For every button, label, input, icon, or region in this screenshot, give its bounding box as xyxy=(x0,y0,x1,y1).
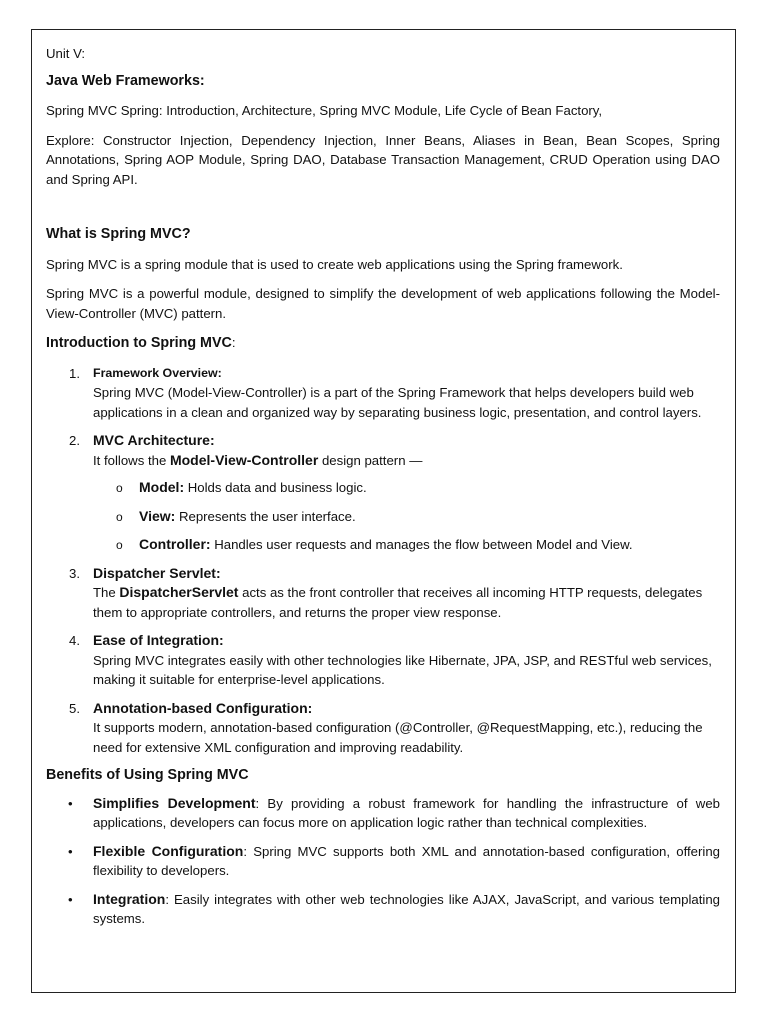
benefit-item xyxy=(46,842,720,881)
sublist-item-view xyxy=(93,507,720,527)
item-title: Ease of Integration: xyxy=(93,632,224,648)
item-title: Dispatcher Servlet: xyxy=(93,564,221,581)
unit-label: Unit V: xyxy=(46,46,86,61)
list-item xyxy=(46,564,720,623)
sub-text: Holds data and business logic. xyxy=(184,480,367,495)
item-title: Annotation-based Configuration: xyxy=(93,699,313,716)
sub-text: Represents the user interface. xyxy=(175,508,356,524)
mvc-sublist xyxy=(93,478,720,555)
item-text xyxy=(93,451,720,471)
what-paragraph-2: Spring MVC is a powerful module, designed to simplify the development of web applications following the Model-View-Controller (MVC) pattern. xyxy=(46,286,720,321)
list-item xyxy=(46,631,720,690)
benefit-label: Simplifies Development xyxy=(93,794,256,811)
item-text-before: The xyxy=(93,585,120,600)
bullet-icon: • xyxy=(68,843,73,859)
item-text: Spring MVC (Model-View-Controller) is a part of the Spring Framework that helps developers build web applications in a clean and organized way by separating business logic, presentation, and control layers. xyxy=(93,385,702,420)
item-text-after: design pattern — xyxy=(318,452,423,468)
intro-heading xyxy=(46,333,720,354)
benefit-label: Flexible Configuration xyxy=(93,842,244,859)
circle-bullet-icon: o xyxy=(116,481,123,495)
sub-text: Handles user requests and manages the flow between Model and View. xyxy=(210,537,633,552)
circle-bullet-icon: o xyxy=(116,538,123,552)
list-number: 2. xyxy=(69,433,80,448)
circle-bullet-icon: o xyxy=(116,509,123,524)
item-text-before: It follows the xyxy=(93,452,170,468)
item-text-bold: DispatcherServlet xyxy=(119,584,239,600)
list-number: 1. xyxy=(69,365,80,381)
intro-heading-text: Introduction to Spring MVC xyxy=(46,335,232,351)
list-item xyxy=(46,699,720,758)
list-number: 4. xyxy=(69,633,80,648)
benefit-item xyxy=(46,794,720,833)
benefit-item xyxy=(46,890,720,929)
intro-list xyxy=(46,364,720,758)
sub-label: Controller: xyxy=(139,536,211,552)
bullet-icon: • xyxy=(68,795,73,811)
syllabus-line-2: Explore: Constructor Injection, Dependency Injection, Inner Beans, Aliases in Bean, Bean Scopes, Spring Annotations, Spring AOP Module, Spring DAO, Database Transaction Management, CRUD Operation using DAO and Spring API. xyxy=(46,132,720,187)
benefit-text: : Easily integrates with other web technologies like AJAX, JavaScript, and various templating systems. xyxy=(93,891,720,926)
syllabus-line-1: Spring MVC Spring: Introduction, Architecture, Spring MVC Module, Life Cycle of Bean Factory, xyxy=(46,103,603,118)
list-item xyxy=(46,431,720,555)
item-title: MVC Architecture: xyxy=(93,432,215,448)
item-title: Framework Overview: xyxy=(93,365,222,380)
item-text-after: acts as the front controller that receives all incoming HTTP requests, delegates them to appropriate controllers, and returns the proper view response. xyxy=(93,585,703,620)
frameworks-heading: Java Web Frameworks: xyxy=(46,72,205,89)
intro-heading-colon: : xyxy=(231,335,236,350)
sublist-item-controller xyxy=(93,535,720,555)
item-text: Spring MVC integrates easily with other technologies like Hibernate, JPA, JSP, and RESTful web services, making it suitable for enterprise-level applications. xyxy=(93,652,712,687)
sublist-item-model xyxy=(93,478,720,498)
benefit-text: : By providing a robust framework for handling the infrastructure of web applications, developers can focus more on application logic rather than technical complexities. xyxy=(93,795,720,830)
what-paragraph-1: Spring MVC is a spring module that is used to create web applications using the Spring framework. xyxy=(46,256,623,272)
list-item xyxy=(46,364,720,423)
benefit-text: : Spring MVC supports both XML and annotation-based configuration, offering flexibility to developers. xyxy=(93,843,720,878)
list-number: 5. xyxy=(69,700,80,716)
document-content xyxy=(46,44,720,938)
what-is-spring-mvc-heading: What is Spring MVC? xyxy=(46,226,191,242)
list-number: 3. xyxy=(69,565,80,581)
item-text-bold: Model-View-Controller xyxy=(169,451,319,468)
item-text: It supports modern, annotation-based configuration (@Controller, @RequestMapping, etc.), reducing the need for extensive XML configuration and improving readability. xyxy=(93,720,703,755)
item-text xyxy=(93,583,720,622)
sub-label: Model: xyxy=(139,479,185,495)
bullet-icon: • xyxy=(68,891,73,907)
benefits-heading: Benefits of Using Spring MVC xyxy=(46,767,249,783)
benefit-label: Integration xyxy=(93,890,166,907)
benefits-list xyxy=(46,794,720,929)
sub-label: View: xyxy=(139,507,176,524)
